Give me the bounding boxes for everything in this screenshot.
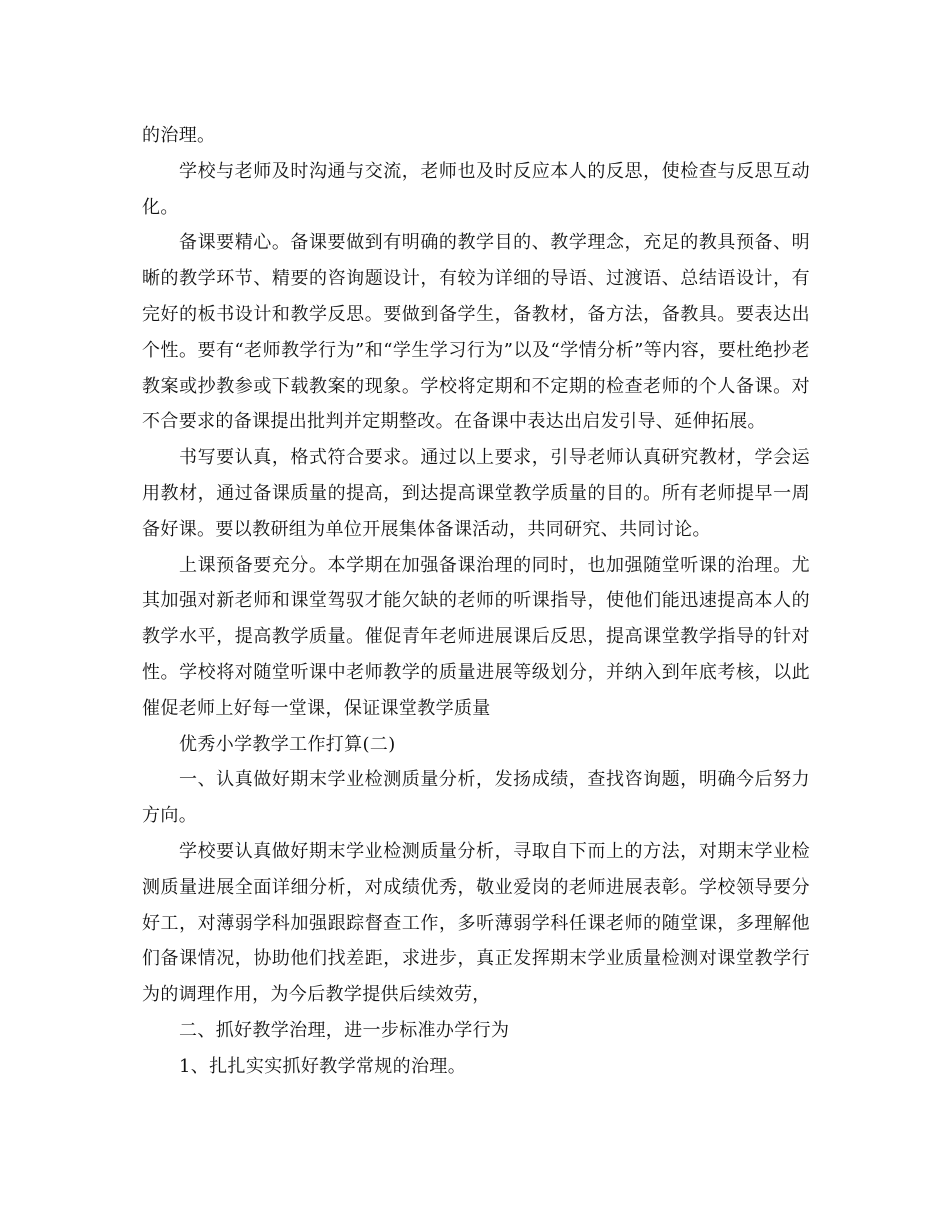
paragraph-point-one-heading: 一、认真做好期末学业检测质量分析，发扬成绩，查找咨询题，明确今后努力方向。: [142, 769, 810, 827]
paragraph-quality-analysis: 学校要认真做好期末学业检测质量分析，寻取自下而上的方法，对期末学业检测质量进展全面详细分析，对成绩优秀，敬业爱岗的老师进展表彰。学校领导要分好工，对薄弱学科加强跟踪督查工作，多听薄弱学科任课老师的随堂课，多理解他们备课情况，协助他们找差距，求进步，真正发挥期末学业质量检测对课堂教学行为的调理作用，为今后教学提供后续效劳，: [142, 840, 810, 1006]
paragraph-continuation: 的治理。: [142, 125, 216, 146]
paragraph-point-two-heading: 二、抓好教学治理，进一步标准办学行为: [179, 1019, 510, 1041]
paragraph-writing-format: 书写要认真，格式符合要求。通过以上要求，引导老师认真研究教材，学会运用教材，通过备课质量的提高，到达提高课堂教学质量的目的。所有老师提早一周备好课。要以教研组为单位开展集体备课活动，共同研究、共同讨论。: [142, 447, 810, 540]
paragraph-class-preparation: 上课预备要充分。本学期在加强备课治理的同时，也加强随堂听课的治理。尤其加强对新老师和课堂驾驭才能欠缺的老师的听课指导，使他们能迅速提高本人的教学水平，提高教学质量。催促青年老师进展课后反思，提高课堂教学指导的针对性。学校将对随堂听课中老师教学的质量进展等级划分，并纳入到年底考核，以此催促老师上好每一堂课，保证课堂教学质量: [142, 554, 810, 719]
document-body: [142, 118, 810, 1085]
section-heading-plan-two: 优秀小学教学工作打算(二): [179, 733, 396, 755]
paragraph-sub-point-one: 1、扎扎实实抓好教学常规的治理。: [179, 1055, 467, 1077]
paragraph-lesson-preparation: 备课要精心。备课要做到有明确的教学目的、教学理念，充足的教具预备、明晰的教学环节、精要的咨询题设计，有较为详细的导语、过渡语、总结语设计，有完好的板书设计和教学反思。要做到备学生，备教材，备方法，备教具。要表达出个性。要有“老师教学行为”和“学生学习行为”以及“学情分析”等内容，要杜绝抄老教案或抄教参或下载教案的现象。学校将定期和不定期的检查老师的个人备课。对不合要求的备课提出批判并定期整改。在备课中表达出启发引导、延伸拓展。: [142, 232, 810, 433]
paragraph-communication: 学校与老师及时沟通与交流，老师也及时反应本人的反思，使检查与反思互动化。: [142, 160, 810, 218]
